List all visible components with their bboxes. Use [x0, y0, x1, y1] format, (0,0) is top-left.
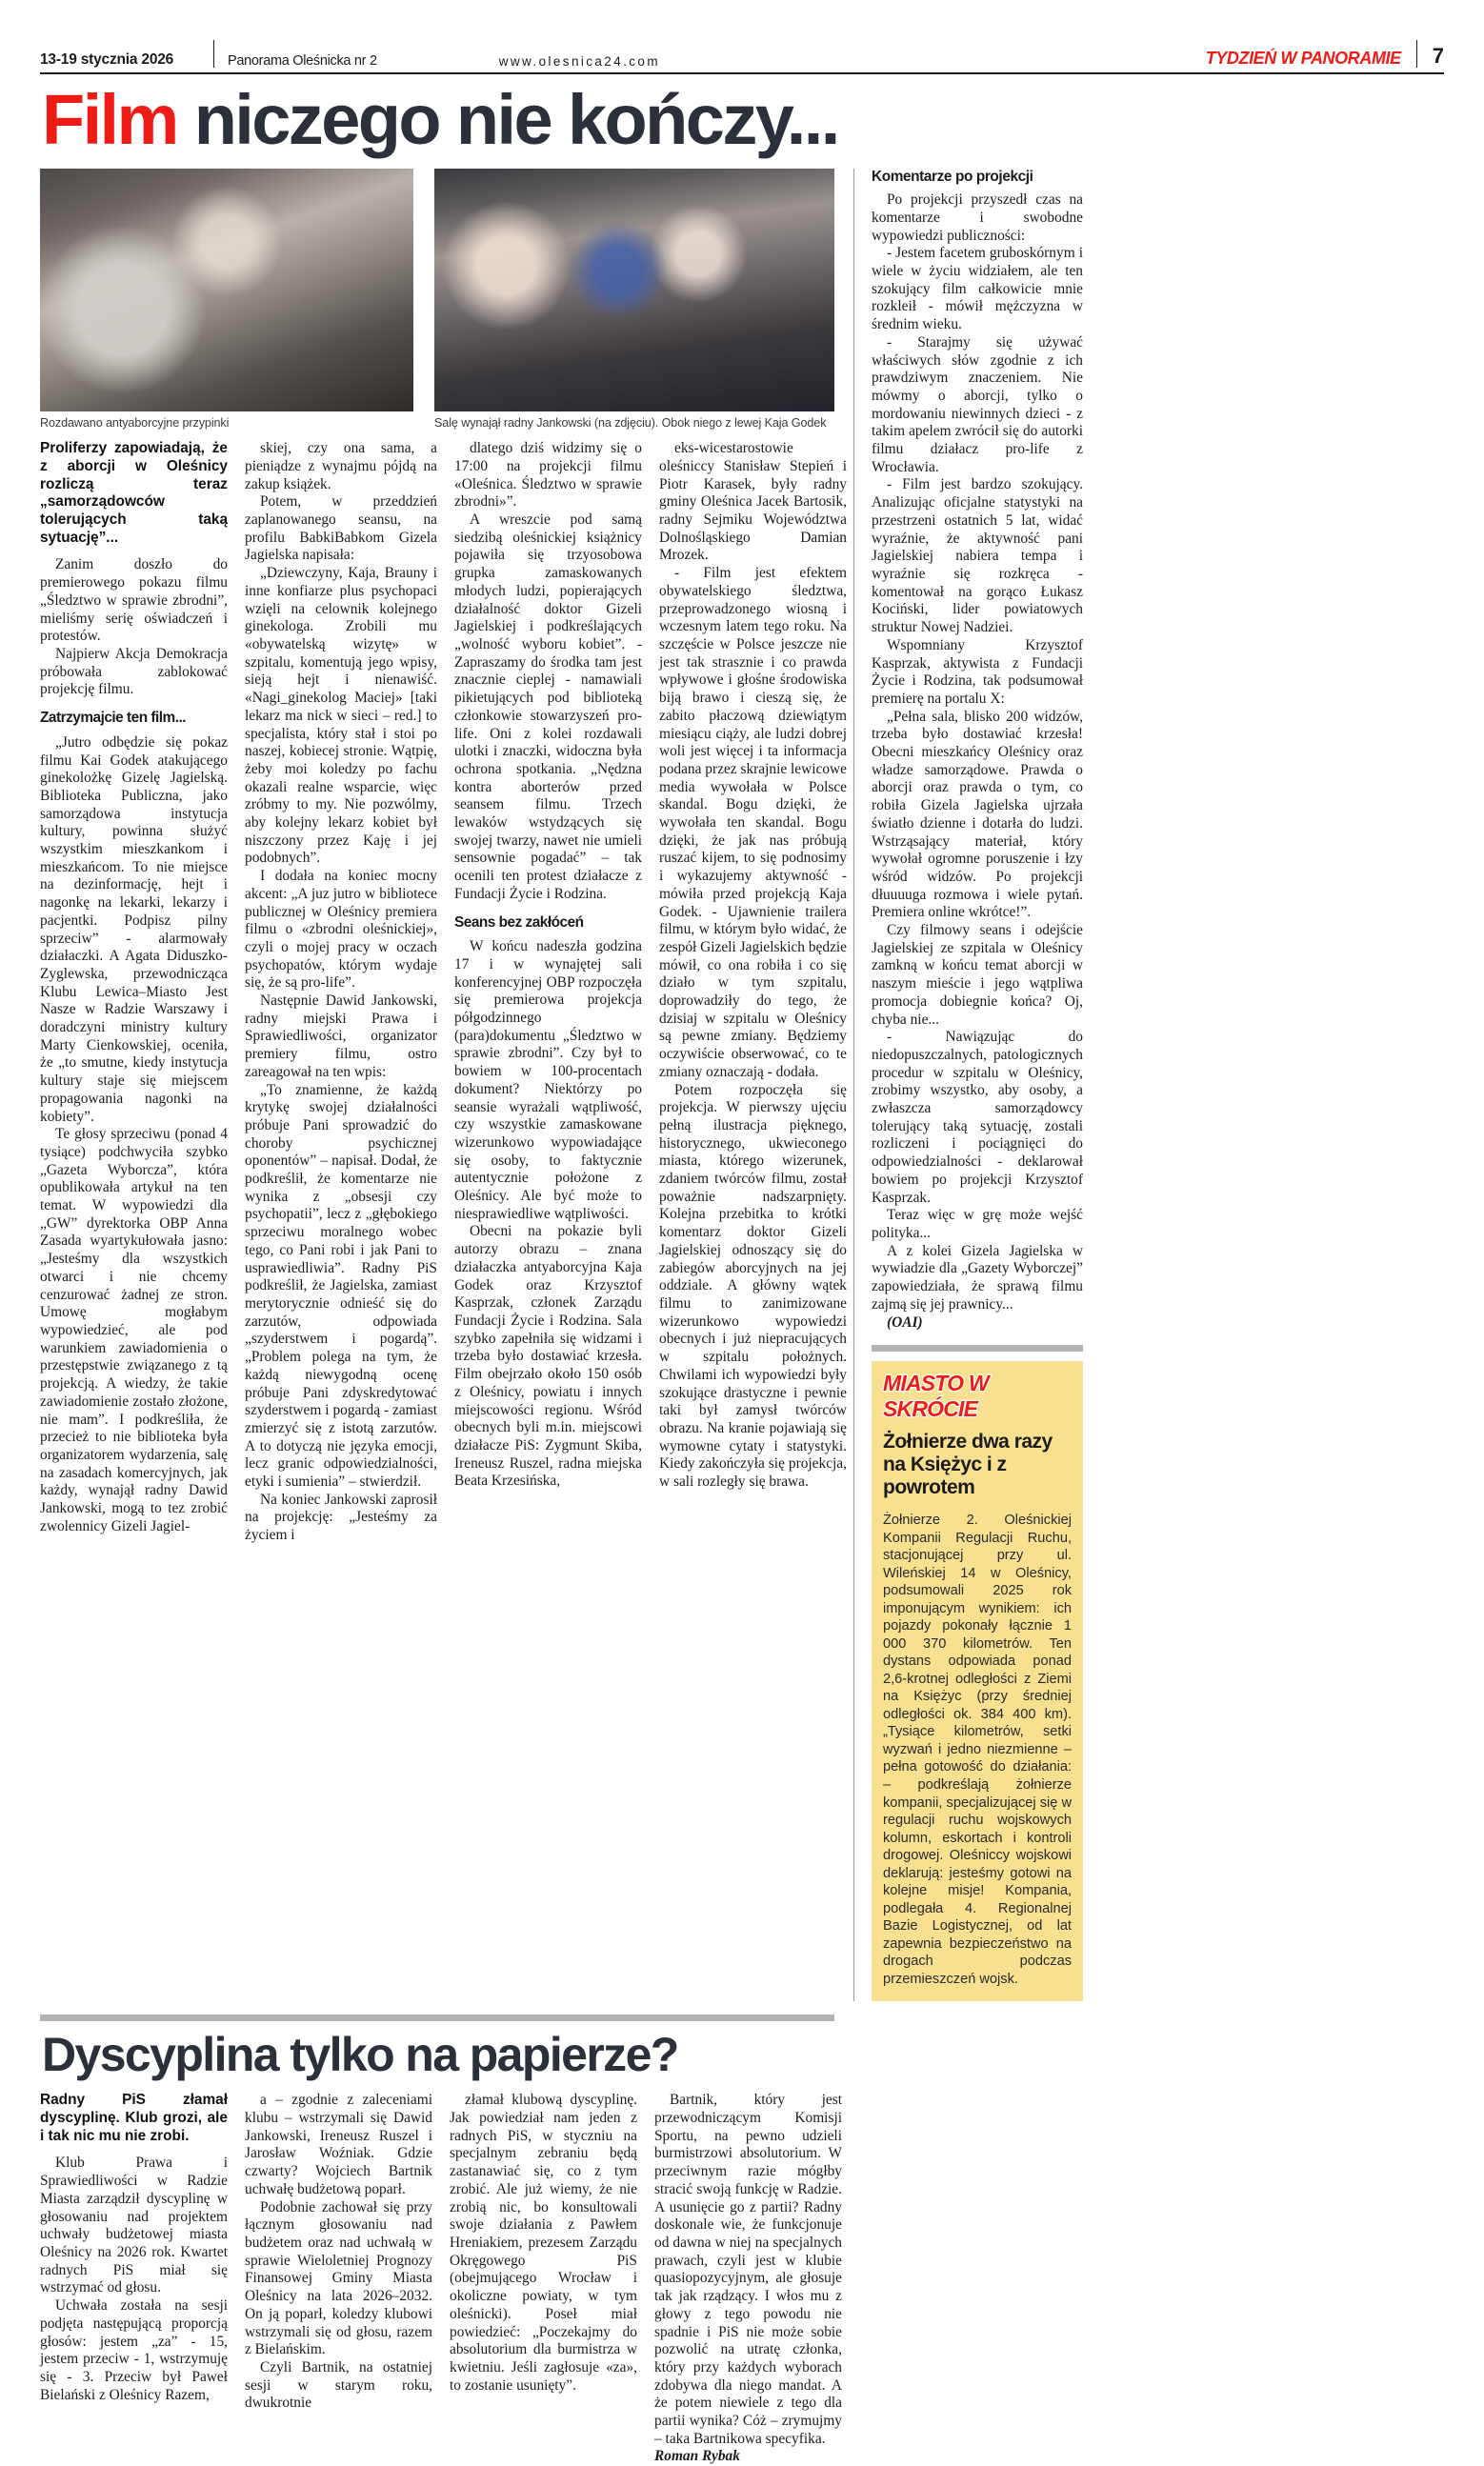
article2-top-rule	[40, 2015, 834, 2021]
article1-rc-p8: - Nawiązując do niedopuszczalnych, patologicznych procedur w szpitalu w Oleśnicy, zrobimy wszystko, aby osoby, a zwłaszcza samorządowcy tolerujący taką sytuację, zostali rozliczeni i pociągnięci do odpowiedzialności - deklarował bowiem po projekcji Krzysztof Kasprzak.	[872, 1029, 1083, 1206]
masthead-divider-2	[1416, 40, 1417, 68]
article1-column-2	[245, 440, 437, 1545]
article2-c2-p1: a – zgodnie z zaleceniami klubu – wstrzymali się Dawid Jankowski, Ireneusz Ruszel i Jarosław Woźniak. Gdzie czwarty? Wojciech Bartnik uchwałę budżetową poparł.	[245, 2092, 432, 2197]
article1-c4-p2: - Film jest efektem obywatelskiego śledztwa, przeprowadzonego wiosną i wczesnym latem tego roku. Na szczęście w Polsce jeszcze nie jest tak strasznie i co prawda wpływowe i głośne środowiska biją brawo i cieszą się, że zabito płaczową dziewiątym miesiącu ciąży, ale ludzi dobrej woli jest więcej i ta informacja podana przez skrajnie lewicowe media wywołała w Polsce skandal. Bogu dzięki, że wywołała ten skandal. Bogu dzięki, że jak nas próbują ruszać kijem, to się podnosimy i wykazujemy aktywność - mówiła przed projekcją Kaja Godek. - Ujawnienie trailera filmu, w którym było widać, że zespół Gizeli Jagielskich będzie mówił, co ona robiła i co się działo w tym szpitalu, doprowadziły do tego, że dzisiaj w szpitalu w Oleśnicy są pewne zmiany. Będziemy oczywiście obserwować, co te zmiany oznaczają - dodała.	[659, 565, 848, 1080]
sidebar-top-rule	[872, 1345, 1083, 1352]
article1-lead: Proliferzy zapowiadają, że z aborcji w Oleśnicy rozliczą teraz „samorządowców tolerujących taką sytuację”...	[40, 440, 228, 546]
article2-c1-p2: Uchwała została na sesji podjęta następującą proporcją głosów: jestem „za” - 15, jestem przeciw - 1, wstrzymuję się - 3. Przeciw był Paweł Bielański z Oleśnicy Razem,	[40, 2297, 228, 2403]
article1-rc-p9: Teraz więc w grę może wejść polityka...	[872, 1207, 1083, 1241]
article1-c4-p3: Potem rozpoczęła się projekcja. W pierwszy ujęciu pełną ilustracja pięknego, historycznego, ukwieconego miasta, którego wizerunek, zdaniem twórców filmu, został poważnie nadszarpnięty. Kolejna przebitka to krótki komentarz doktor Gizeli Jagielskiej odnoszący się do zabiegów aborcyjnych na jej oddziale. A główny wątek filmu to zanimizowane wizerunkowo wypowiedzi obecnych i już niepracujących w szpitalu położnych. Chwilami ich wypowiedzi były szokujące drastyczne i pewnie taki był zamysł twórców obrazu. Na kranie pojawiają się wymowne cytaty i statystyki. Kiedy zakończyła się projekcja, w sali rozległy się brawa.	[659, 1081, 847, 1491]
article2-column-1	[40, 2092, 228, 2466]
article1-rc-p2: - Jestem facetem gruboskórnym i wiele w życiu widziałem, ale ten szokujący film całkowicie mnie rozkleił - mówił mężczyzna w średnim wieku.	[872, 245, 1083, 333]
article1-rc-p10: A z kolei Gizela Jagielska w wywiadzie dla „Gazety Wyborczej” zapowiedziała, że sprawą filmu zajmą się jej prawnicy...	[872, 1242, 1083, 1313]
article1-c3-p2: A wreszcie pod samą siedzibą oleśnickiej książnicy pojawiła się trzyosobowa grupka zamaskowanych młodych ludzi, popierających działalność doktor Gizeli Jagielskiej i podkreślających „wolność wyboru kobiet”. - Zapraszamy do środka tam jest znacznie cieplej - namawiali pikietujących pod biblioteką członkowie stowarzyszeń pro-life. Oni z kolei rozdawali ulotki i znaczki, widoczna była ochrona spotkania. „Nędzna kontra aborterów przed seansem filmu. Trzech lewaków wstydzących się swojej twarzy, nawet nie umieli sensownie pogadać” – tak ocenili ten protest działacze z Fundacji Życie i Rodzina.	[454, 511, 642, 902]
article2-column-3	[450, 2092, 637, 2466]
photo-przypinki	[40, 169, 413, 411]
article1-rc-p7: Czy filmowy seans i odejście Jagielskiej ze szpitala w Oleśnicy zamkną w końcu temat aborcji w naszym mieście i jego wątpliwa promocja dobiegnie końca? Oj, chyba nie...	[872, 922, 1083, 1028]
article1-c4-p1: eks-wicestarostowie oleśniccy Stanisław Stepień i Piotr Karasek, były radny gminy Oleśnica Jacek Bartosik, radny Sejmiku Województwa Dolnośląskiego Damian Mrozek.	[659, 440, 847, 564]
article1-right-column	[853, 169, 1083, 2002]
article1-rc-p6: „Pełna sala, blisko 200 widzów, trzeba było dostawiać krzesła! Obecni mieszkańcy Oleśnicy oraz władze samorządowe. Prawda o aborcji oraz prawda o tym, co robiła Gizela Jagielska ujrzała światło dzienne i dotarła do ludzi. Wstrząsający materiał, który wywołał ogromne poruszenie i łzy wśród widzów. Po projekcji dłuuuuga rozmowa i wiele pytań. Premiera online wkrótce!”.	[872, 708, 1083, 921]
article1-rc-p5: Wspomniany Krzysztof Kasprzak, aktywista z Fundacji Życie i Rodzina, tak podsumował premierę na portalu X:	[872, 636, 1083, 707]
masthead-divider-1	[213, 40, 214, 68]
masthead-date: 13-19 stycznia 2026	[40, 51, 174, 68]
article1-c1-p3: „Jutro odbędzie się pokaz filmu Kai Godek atakującego ginekolożkę Gizelę Jagielską. Biblioteka Publiczna, jako samorządowa instytucja kultury, powinna służyć wszystkim mieszkankom i mieszkańcom. To nie miejsce na dezinformację, hejt i nagonkę na lekarki, lekarzy i pacjentki. Podpisz pilny sprzeciw” - alarmowały działaczki. A Agata Diduszko-Zyglewska, przewodnicząca Klubu Lewica–Miasto Jest Nasze w Radzie Warszawy i doradczyni ministry kultury Marty Cienkowskiej, oceniła, że „to smutne, kiedy instytucja kultury staje się miejscem propagowania nagonki na kobiety”.	[40, 733, 228, 1125]
article1-photo-row	[40, 169, 834, 431]
article2-headline: Dyscyplina tylko na papierze?	[42, 2028, 678, 2082]
article2-c4-p1: Bartnik, który jest przewodniczącym Komisji Sportu, na pewno udzieli burmistrzowi absolutorium. W przeciwnym razie mógłby stracić swoją funkcję w Radzie. A usunięcie go z partii? Radny doskonale wie, że funkcjonuje od dawna w niej na specjalnych prawach, czyli jest w klubie quasiopozycyjnym, ale głosuje tak jak rządzący. I włos mu z głowy z tego powodu nie spadnie i PiS nie może sobie pozwolić na utratę członka, który przy każdych wyborach zdobywa dla niego mandat. A że potem niewiele z tego dla partii wynika? Cóż – zrymujmy – taka Bartnikowa specyfika.	[654, 2092, 842, 2447]
article2-c2-p3: Czyli Bartnik, na ostatniej sesji w starym roku, dwukrotnie	[245, 2358, 432, 2412]
headline-rest: niczego nie kończy...	[176, 80, 838, 159]
article1-subhead-seans: Seans bez zakłóceń	[454, 913, 584, 931]
article1-c1-p2: Najpierw Akcja Demokracja próbowała zablokować projekcję filmu.	[40, 645, 228, 698]
article2-columns	[40, 2092, 1444, 2466]
sidebar-body: Żołnierze 2. Oleśnickiej Kompanii Regulacji Ruchu, stacjonującej przy ul. Wileńskiej 14 w Oleśnicy, podsumowali 2025 rok imponującym wynikiem: ich pojazdy pokonały łącznie 1 000 370 kilometrów. Ten dystans odpowiada ponad 2,6-krotnej odległości z Ziemi na Księżyc (przy średniej odległości ok. 384 400 km). „Tysiące kilometrów, setki wyzwań i jedno niezmienne – pełna gotowość do działania: – podkreślają żołnierze kompanii, specjalizującej się w regulacji ruchu wojskowych kolumn, eskortach i kontroli drogowej. Oleśniccy wojskowi deklarują: jesteśmy gotowi na kolejne misje! Kompania, podlegała 4. Regionalnej Bazie Logistycznej, od lat zapewnia bezpieczeństwo na drogach podczas przemieszczeń wojsk.	[883, 1513, 1072, 1987]
article1-c2-p1: skiej, czy ona sama, a pieniądze z wynajmu pójdą na zakup książek.	[245, 440, 437, 492]
photo-block-1	[40, 169, 413, 431]
article2-column-2	[245, 2092, 432, 2466]
article2-byline: Roman Rybak	[654, 2448, 740, 2465]
masthead-page-number: 7	[1432, 44, 1444, 68]
article1-rc-p1: Po projekcji przyszedł czas na komentarze i swobodne wypowiedzi publiczności:	[872, 191, 1083, 244]
masthead-website-url[interactable]: www.olesnica24.com	[498, 54, 660, 69]
headline-accent-word: Film	[42, 80, 177, 159]
article1-c2-p3: „Dziewczyny, Kaja, Brauny i inne konfiarze plus psychopaci wzięli na celownik kolejnego ginekologa. Zrobili mu «obywatelską wizytę» w szpitalu, komentują jego wpisy, sieją hejt i nienawiść. «Nagi_ginekolog Maciej» [taki lekarz ma nick w sieci – red.] to specjalista, który stał i stoi po naszej, kobiecej stronie. Wątpię, żeby moi koledzy po fachu okazali realne wsparcie, więc zróbmy to my. Nie pozwólmy, aby kolejny lekarz kobiet był niszczony przez Kaję i jej podobnych”.	[245, 565, 437, 867]
photo-sala	[434, 169, 834, 411]
article1-c2-p5: Następnie Dawid Jankowski, radny miejski Prawa i Sprawiedliwości, organizator premiery filmu, ostro zareagował na ten wpis:	[245, 992, 437, 1080]
article1-subhead-zatrzymajcie: Zatrzymajcie ten film...	[40, 710, 187, 727]
article1-c3-p4: Obecni na pokazie byli autorzy obrazu – znana działaczka antyaborcyjna Kaja Godek oraz Krzysztof Kasprzak, członek Zarządu Fundacji Życie i Rodzina. Sala szybko zapełniła się widzami i trzeba było dostawiać krzesła. Film obejrzało około 150 osób z Oleśnicy, powiatu i innych miejscowości regionu. Wśród obecnych byli m.in. miejscowi działacze PiS: Zygmunt Skiba, Ireneusz Ruszel, radna miejska Beata Krzesińska,	[454, 1223, 642, 1490]
article2-c3-p1: złamał klubową dyscyplinę. Jak powiedział nam jeden z radnych PiS, w styczniu na specjalnym zebraniu będą zastanawiać się, co z tym zrobić. Ale już wiemy, że nie zrobią nic, bo konsultowali swoje działania z Pawłem Hreniakiem, prezesem Zarządu Okręgowego PiS (obejmującego Wrocław i okoliczne powiaty, w tym oleśnicki). Poseł miał powiedzieć: „Poczekajmy do absolutorium dla burmistrza w kwietniu. Jeśli zagłosuje «za», to zostanie usunięty”.	[450, 2092, 637, 2394]
photo-caption-1: Rozdawano antyaborcyjne przypinki	[40, 415, 230, 430]
photo-caption-2: Salę wynajął radny Jankowski (na zdjęciu). Obok niego z lewej Kaja Godek	[434, 415, 827, 430]
article-dyscyplina-tylko-na-papierze	[40, 2015, 1444, 2466]
masthead-section-label: TYDZIEŃ W PANORAMIE	[1205, 49, 1401, 68]
article1-column-4	[659, 440, 847, 1545]
article-film-niczego-nie-konczy	[40, 80, 1444, 2001]
article1-c3-p3: W końcu nadeszła godzina 17 i w wynajętej sali konferencyjnej OBP rozpoczęła się premierowa projekcja półgodzinnego (para)dokumentu „Śledztwo w sprawie zbrodni”. Czy był to bowiem w 100-procentach dokument? Niektórzy po seansie wyrażali wątpliwość, czy wszystkie zamaskowane wizerunkowo wypowiadające się osoby, to faktycznie autentycznie położone z Oleśnicy. Ale być może to niesprawiedliwe wątpliwości.	[454, 938, 642, 1222]
article2-lead: Radny PiS złamał dyscyplinę. Klub grozi, ale i tak nic mu nie zrobi.	[40, 2092, 228, 2144]
photo-block-2	[434, 169, 834, 431]
article1-subhead-komentarze: Komentarze po projekcji	[872, 168, 1033, 185]
article1-c2-p7: Na koniec Jankowski zaprosił na projekcję: „Jesteśmy za życiem i	[245, 1491, 437, 1544]
article1-c3-p1: dlatego dziś widzimy się o 17:00 na projekcji filmu «Oleśnica. Śledztwo w sprawie zbrodni»”.	[454, 440, 642, 511]
article1-headline	[42, 80, 1444, 159]
sidebar-kicker: MIASTO W SKRÓCIE	[883, 1371, 989, 1422]
masthead	[40, 40, 1444, 74]
article2-column-4	[654, 2092, 842, 2466]
masthead-paper-name: Panorama Oleśnicka nr 2	[228, 53, 377, 69]
article1-c2-p6: „To znamienne, że każdą krytykę swojej działalności próbuje Pani sprowadzić do choroby psychicznej oponentów” – napisał. Dodał, że podkreślił, że komentarze nie wynika z „obsesji czy psychopatii”, lecz z „głębokiego sprzeciwu moralnego wobec tego, co Pani robi i jak Pani to usprawiedliwia”. Radny PiS podkreślił, że Jagielska, zamiast merytorycznie odnieść się do zarzutów, odpowiada „szyderstwem i pogardą”. „Problem polega na tym, że każdą niewygodną ocenę próbuje Pani zdyskredytować szyderstwem i pogardą - zamiast zmierzyć się z istotą zarzutów. A to dotyczą nie języka emocji, lecz granic odpowiedzialności, etyki i sumienia” – stwierdził.	[245, 1081, 437, 1491]
article1-column-3	[454, 440, 642, 1545]
article1-columns	[40, 440, 848, 1545]
article1-rc-p3: - Starajmy się używać właściwych słów zgodnie z ich prawdziwym znaczeniem. Nie mówmy o aborcji, tylko o mordowaniu niewinnych dzieci - z takim apelem zwrócił się do autorki filmu działacz pro-life z Wrocławia.	[872, 333, 1083, 475]
article1-c1-p4: Te głosy sprzeciwu (ponad 4 tysiące) podchwyciła szybko „Gazeta Wyborcza”, która opublikowała artykuł na ten temat. W wypowiedzi dla „GW” dyrektorka OBP Anna Zasada wyartykułowała jasno: „Jesteśmy dla wszystkich otwarci i nie chcemy cenzurować żadnej ze stron. Umowę mogłabym wypowiedzieć, ale pod warunkiem zawiadomienia o przestępstwie związanego z tą projekcją. A wiedzy, że takie zawiadomienie zostało złożone, nie mam”. I podkreśliła, że przecież to nie biblioteka była organizatorem wydarzenia, salę na zasadach komercyjnych, jak każdy, wynajął radny Dawid Jankowski, mogą to tez zrobić zwolennicy Gizeli Jagiel-	[40, 1126, 228, 1534]
sidebar-miasto-w-skrocie	[872, 1361, 1083, 2001]
article1-c2-p4: I dodała na koniec mocny akcent: „A juz jutro w bibliotece publicznej w Oleśnicy premiera filmu o «zbrodni oleśnickiej», czyli o mojej pracy w oczach psychopatów, którym wydaje się, że są pro-life”.	[245, 868, 437, 992]
article1-signature: (OAI)	[887, 1313, 923, 1331]
sidebar-title: Żołnierze dwa razy na Księżyc i z powrotem	[883, 1431, 1053, 1499]
article2-c1-p1: Klub Prawa i Sprawiedliwości w Radzie Miasta zarządził dyscyplinę w głosowaniu nad projektem uchwały budżetowej miasta Oleśnicy na 2026 rok. Kwartet radnych PiS miał się wstrzymać od głosu.	[40, 2155, 228, 2296]
article1-c2-p2: Potem, w przeddzień zaplanowanego seansu, na profilu BabkiBabkom Gizela Jagielska napisała:	[245, 493, 437, 564]
article2-c2-p2: Podobnie zachował się przy łącznym głosowaniu nad budżetem oraz nad uchwałą w sprawie Wieloletniej Prognozy Finansowej Gminy Miasta Oleśnicy na lata 2026–2032. On ją poparł, koledzy klubowi wstrzymali się od głosu, razem z Bielańskim.	[245, 2198, 432, 2358]
article1-column-1	[40, 440, 228, 1545]
article1-c1-p1: Zanim doszło do premierowego pokazu filmu „Śledztwo w sprawie zbrodni”, mieliśmy serię oświadczeń i protestów.	[40, 556, 228, 645]
article1-rc-p4: - Film jest bardzo szokujący. Analizując oficjalne statystyki na przestrzeni ostatnich 5 lat, widać wyraźnie, że aktywność pani Jagielskiej nabiera tempa i wyraźnie się rozkręca - komentował na gorąco Łukasz Kociński, lider powiatowych struktur Nowej Nadziei.	[872, 476, 1083, 636]
